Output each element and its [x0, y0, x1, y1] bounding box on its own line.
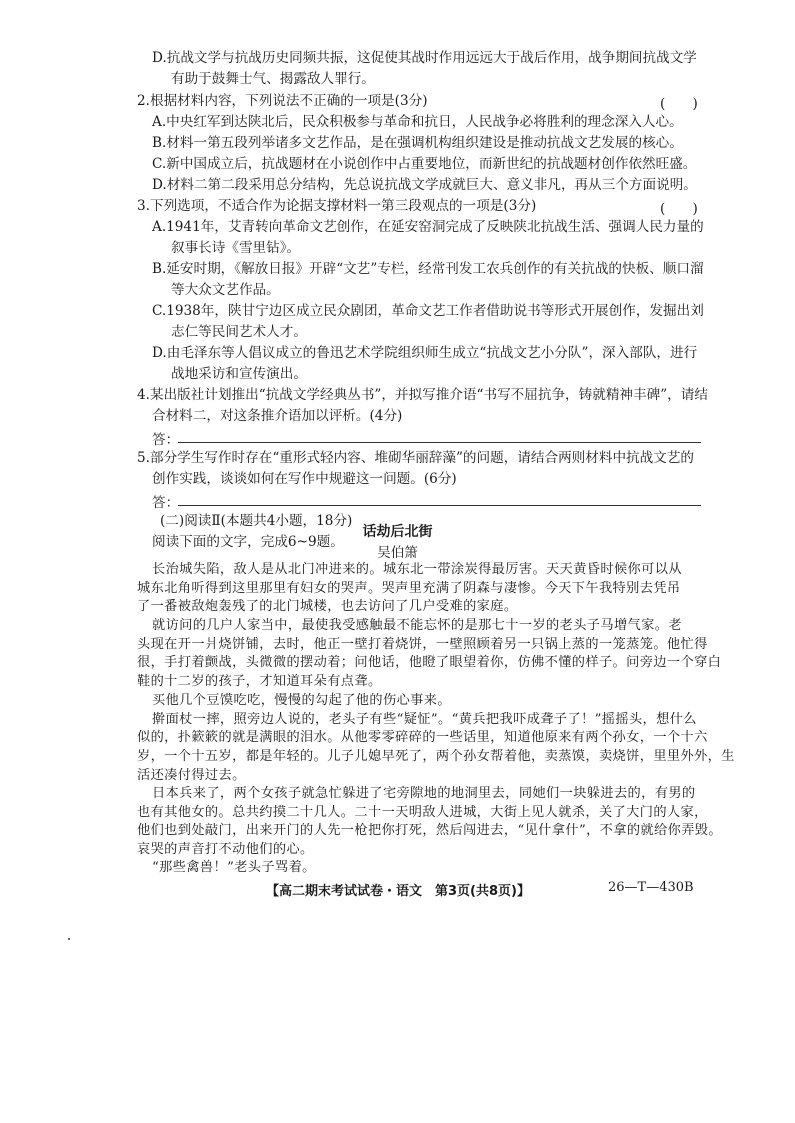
- answer-line-q5[interactable]: [178, 505, 701, 506]
- answer-label-q5: 答：: [152, 495, 180, 511]
- option-a-q3-cont: 叙事长诗《雪里钻》。: [171, 240, 301, 256]
- article-line: 日本兵来了，两个女孩子就急忙躲进了宅旁隙地的地洞里去，同她们一块躲进去的，有男的: [152, 786, 696, 801]
- answer-paren-q3: ( ): [660, 201, 698, 217]
- question-2: 2.根据材料内容，下列说法不正确的一项是(3分): [137, 93, 428, 109]
- option-d-q1-cont: 有助于鼓舞士气、揭露敌人罪行。: [171, 71, 375, 87]
- article-line: 擀面杖一摔，照旁边人说的，老头子有些“疑怔”。“黄兵把我吓成聋子了！”摇摇头，想什么: [152, 712, 697, 727]
- question-5: 5.部分学生写作时存在“重形式轻内容、堆砌华丽辞藻”的问题，请结合两则材料中抗战文艺的: [137, 450, 695, 466]
- article-line: 也有其他女的。总共约摸二十几人。二十一天明敌人进城，大街上见人就杀，关了大门的人家，: [137, 805, 708, 820]
- question-5-cont: 创作实践，谈谈如何在写作中规避这一问题。(6分): [152, 471, 457, 487]
- article-line: 岁，一个十五岁，都是年轻的。儿子儿媳早死了，两个孙女帮着他，卖蒸馍，卖烧饼，里里外外，生: [137, 749, 735, 764]
- question-4-cont: 合材料二，对这条推介语加以评析。(4分): [152, 408, 403, 424]
- article-line: 活还凑付得过去。: [137, 768, 246, 783]
- option-b-q3: B.延安时期，《解放日报》开辟“文艺”专栏，经常刊发工农兵创作的有关抗战的快板、顺口溜: [152, 261, 704, 277]
- exam-code: 26—T—430B: [608, 880, 694, 895]
- answer-label-q4: 答：: [152, 432, 180, 448]
- article-line: 似的，扑簌簌的就是满眼的泪水。从他零零碎碎的一些话里，知道他原来有两个孙女，一个十六: [137, 730, 708, 745]
- option-c-q3: C.1938年，陕甘宁边区成立民众剧团，革命文艺工作者借助说书等形式开展创作，发掘出刘: [152, 303, 704, 319]
- option-d-q3: D.由毛泽东等人倡议成立的鲁迅艺术学院组织师生成立“抗战文艺小分队”，深入部队，进行: [152, 345, 698, 361]
- article-line: 鞋的十二岁的孩子，才知道耳朵有点聋。: [137, 674, 382, 689]
- option-c-q2: C.新中国成立后，抗战题材在小说创作中占重要地位，而新世纪的抗战题材创作依然旺盛。: [152, 156, 697, 172]
- article-line: 哀哭的声音打不动他们的心。: [137, 842, 314, 857]
- option-a-q3: A.1941年，艾青转向革命文艺创作，在延安窑洞完成了反映陕北抗战生活、强调人民力量的: [152, 219, 704, 235]
- article-line: “那些禽兽！”老头子骂着。: [152, 860, 316, 875]
- option-d-q3-cont: 战地采访和宣传演出。: [171, 366, 307, 382]
- article-line: 就访问的几户人家当中，最使我受感触最不能忘怀的是那七十一岁的老头子马增气家。老: [152, 618, 682, 633]
- section-instruction: 阅读下面的文字，完成6~9题。: [152, 534, 344, 550]
- article-line: 了一番被敌炮轰残了的北门城楼，也去访问了几户受难的家庭。: [137, 599, 518, 614]
- option-b-q2: B.材料一第五段列举诸多文艺作品，是在强调机构组织建设是推动抗战文艺发展的核心。: [152, 135, 683, 151]
- option-c-q3-cont: 志仁等民间艺术人才。: [171, 324, 307, 340]
- article-line: 长治城失陷，敌人是从北门冲进来的。城东北一带涂炭得最厉害。天天黄昏时候你可以从: [152, 562, 682, 577]
- page-footer: 【高二期末考试试卷・语文 第3页(共8页)】: [266, 884, 530, 899]
- option-b-q3-cont: 等大众文艺作品。: [171, 282, 280, 298]
- scan-speck: [68, 938, 70, 940]
- article-line: 他们也到处敲门，出来开门的人先一枪把你打死，然后闯进去，“见什拿什”，不拿的就给你弄毁。: [137, 823, 722, 838]
- section-heading: (二)阅读Ⅱ(本题共4小题，18分): [160, 513, 353, 529]
- option-d-q2: D.材料二第二段采用总分结构，先总说抗战文学成就巨大、意义非凡，再从三个方面说明。: [152, 177, 697, 193]
- option-d-q1: D.抗战文学与抗战历史同频共振，这促使其战时作用远远大于战后作用，战争期间抗战文学: [152, 50, 697, 66]
- article-line: 头现在开一爿烧饼铺，去时，他正一壁打着烧饼，一壁照顾着另一只锅上蒸的一笼蒸笼。他忙得: [137, 637, 708, 652]
- answer-paren-q2: ( ): [660, 96, 698, 112]
- article-title: 话劫后北街: [362, 524, 433, 540]
- option-a-q2: A.中央红军到达陕北后，民众积极参与革命和抗日，人民战争必将胜利的理念深入人心。: [152, 114, 683, 130]
- article-line: 很，手打着颤战，头微微的摆动着；问他话，他瞪了眼望着你，仿佛不懂的样子。问旁边一个穿白: [137, 655, 722, 670]
- article-author: 吴伯箫: [377, 545, 418, 561]
- question-3: 3.下列选项，不适合作为论据支撑材料一第三段观点的一项是(3分): [137, 198, 537, 214]
- question-4: 4.某出版社计划推出“抗战文学经典丛书”，并拟写推介语“书写不屈抗争，铸就精神丰碑”，请结: [137, 387, 708, 403]
- article-line: 城东北角听得到这里那里有妇女的哭声。哭声里充满了阴森与凄惨。今天下午我特别去凭吊: [137, 581, 681, 596]
- answer-line-q4[interactable]: [178, 442, 701, 443]
- article-line: 买他几个豆馍吃吃，慢慢的勾起了他的伤心事来。: [152, 693, 451, 708]
